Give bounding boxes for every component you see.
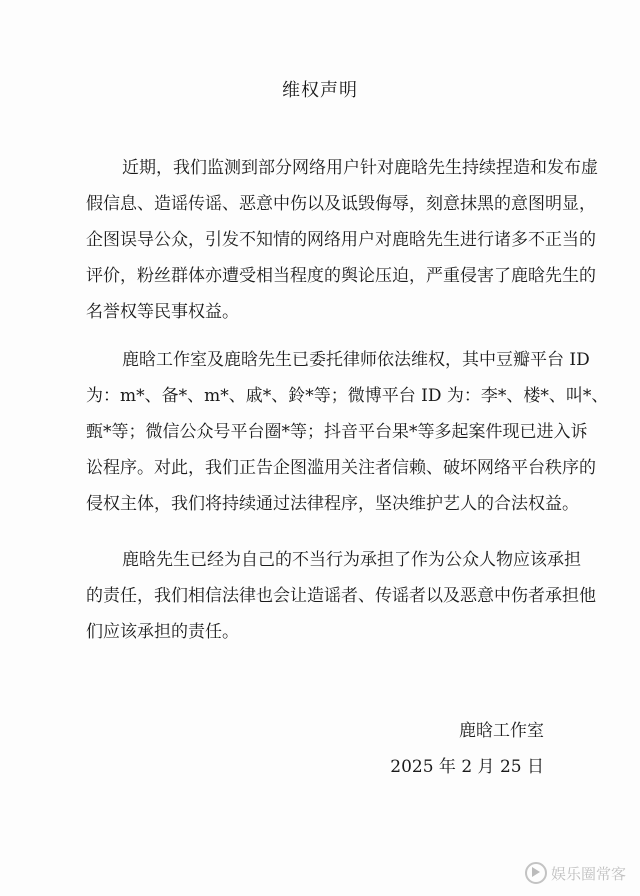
paragraph-2 xyxy=(86,342,609,522)
paragraph-1 xyxy=(86,150,598,330)
paragraph-3 xyxy=(86,542,596,650)
paragraph-line: 侵权主体，我们将持续通过法律程序，坚决维护艺人的合法权益。 xyxy=(86,494,579,514)
paragraph-line: 名誉权等民事权益。 xyxy=(86,302,239,322)
paragraph-line: 的责任，我们相信法律也会让造谣者、传谣者以及恶意中伤者承担他 xyxy=(86,586,596,606)
paragraph-line: 讼程序。对此，我们正告企图滥用关注者信赖、破坏网络平台秩序的 xyxy=(86,458,596,478)
document-title: 维权声明 xyxy=(282,80,358,101)
paragraph-line: 假信息、造谣传谣、恶意中伤以及诋毁侮辱，刻意抹黑的意图明显， xyxy=(86,194,596,214)
paragraph-line: 企图误导公众，引发不知情的网络用户对鹿晗先生进行诸多不正当的 xyxy=(86,230,596,250)
paragraph-line: 甄*等；微信公众号平台圈*等；抖音平台果*等多起案件现已进入诉 xyxy=(86,422,588,442)
paragraph-line: 评价，粉丝群体亦遭受相当程度的舆论压迫，严重侵害了鹿晗先生的 xyxy=(86,266,596,286)
signature-date: 2025 年 2 月 25 日 xyxy=(390,757,544,777)
signature-studio: 鹿晗工作室 xyxy=(459,721,544,741)
watermark-text: 娱乐圈常客 xyxy=(550,864,626,883)
paragraph-line: 鹿晗先生已经为自己的不当行为承担了作为公众人物应该承担 xyxy=(122,550,581,570)
play-logo-icon xyxy=(525,862,547,884)
paragraph-line: 近期，我们监测到部分网络用户针对鹿晗先生持续捏造和发布虚 xyxy=(122,158,598,178)
paragraph-line: 们应该承担的责任。 xyxy=(86,622,239,642)
watermark xyxy=(525,862,626,884)
paragraph-line: 鹿晗工作室及鹿晗先生已委托律师依法维权，其中豆瓣平台 ID xyxy=(122,350,590,370)
paragraph-line: 为：m*、备*、m*、戚*、鈴*等；微博平台 ID 为：李*、楼*、叫*、 xyxy=(86,386,609,406)
